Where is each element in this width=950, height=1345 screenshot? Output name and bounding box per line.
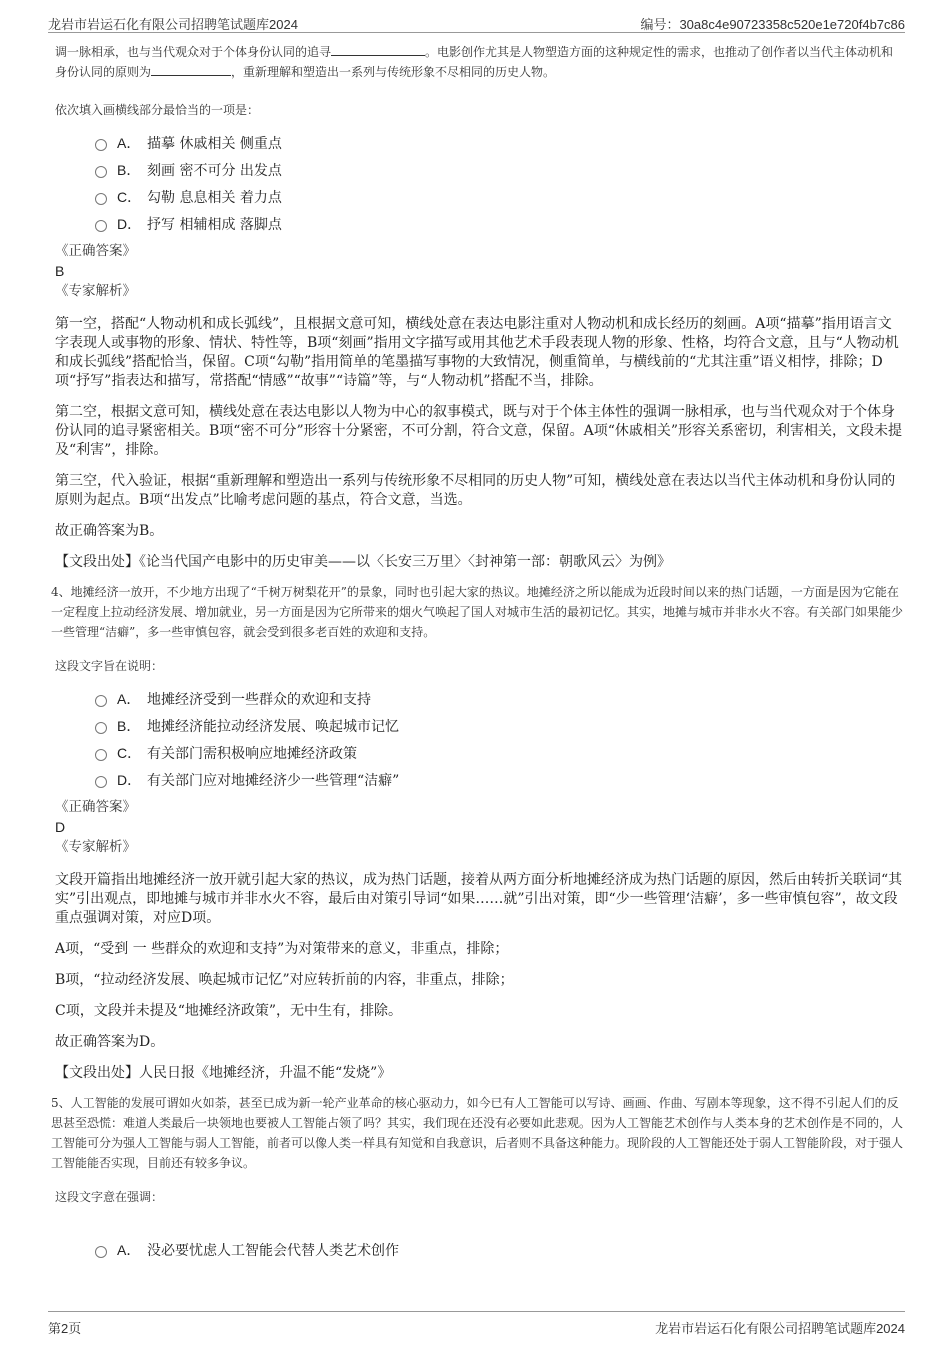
q3-analysis-4: 故正确答案为B。: [55, 523, 164, 539]
q4-prompt: 这段文字旨在说明：: [55, 659, 164, 673]
header-title: 龙岩市岩运石化有限公司招聘笔试题库2024: [48, 17, 298, 32]
q4-option-c[interactable]: C． 有关部门需积极响应地摊经济政策: [95, 740, 905, 767]
q3-option-d[interactable]: D． 抒写 相辅相成 落脚点: [95, 211, 905, 238]
footer-title: 龙岩市岩运石化有限公司招聘笔试题库2024: [655, 1321, 905, 1336]
q4-analysis-1: 文段开篇指出地摊经济一放开就引起大家的热议，成为热门话题，接着从两方面分析地摊经济成为热门话题的原因，然后由转折关联词“其实”引出观点，即地摊与城市并非水火不容，最后由对策引导词“如果……就”引出对策，即“少一些管理‘洁癖’，多一些审慎包容”，故文段重点强调对策，对应D项。: [55, 872, 903, 926]
radio-icon[interactable]: [95, 139, 107, 151]
q3-option-c[interactable]: C． 勾勒 息息相关 着力点: [95, 184, 905, 211]
q3-prompt: 依次填入画横线部分最恰当的一项是：: [55, 103, 260, 117]
source-text: 《论当代国产电影中的历史审美——以〈长安三万里〉〈封神第一部：朝歌风云〉为例》: [139, 554, 671, 570]
q4-options: [95, 686, 905, 794]
q4-analysis-4: C项，文段并未提及“地摊经济政策”，无中生有，排除。: [55, 1003, 403, 1019]
q3-answer: B: [55, 263, 65, 279]
page-footer: [48, 1311, 905, 1336]
q3-analysis-2: 第二空，根据文意可知，横线处意在表达电影以人物为中心的叙事模式，既与对于个体主体性的强调一脉相承，也与当代观众对于个体身份认同的追寻紧密相关。B项“密不可分”形容十分紧密，不可分割，符合文意，保留。A项“休戚相关”形容关系密切，利害相关，文段未提及“利害”，排除。: [55, 404, 903, 458]
q3-answer-label: 《正确答案》: [55, 243, 136, 259]
q3-analysis-label: 《专家解析》: [55, 283, 136, 299]
radio-icon[interactable]: [95, 1246, 107, 1258]
q4-option-b[interactable]: B． 地摊经济能拉动经济发展、唤起城市记忆: [95, 713, 905, 740]
source-label: 【文段出处】: [55, 1065, 139, 1081]
source-label: 【文段出处】: [55, 554, 139, 570]
radio-icon[interactable]: [95, 722, 107, 734]
source-text: 人民日报《地摊经济，升温不能“发烧”》: [139, 1065, 392, 1081]
q4-text: 4、地摊经济一放开，不少地方出现了“千树万树梨花开”的景象，同时也引起大家的热议。地摊经济之所以能成为近段时间以来的热门话题，一方面是因为它能在一定程度上拉动经济发展、增加就业，另一方面是因为它所带来的烟火气唤起了国人对城市生活的最初记忆。其实，地摊与城市并非水火不容。有关部门如果能少一些管理“洁癖”，多一些审慎包容，就会受到很多老百姓的欢迎和支持。: [51, 585, 904, 639]
radio-icon[interactable]: [95, 193, 107, 205]
q4-analysis-2: A项，“受到 一 些群众的欢迎和支持”为对策带来的意义，非重点，排除；: [55, 941, 509, 957]
q5-text: 5、人工智能的发展可谓如火如荼，甚至已成为新一轮产业革命的核心驱动力，如今已有人工智能可以写诗、画画、作曲、写剧本等现象，这不得不引起人们的反思甚至恐慌：难道人类最后一块领地也要被人工智能占领了吗？其实，我们现在还没有必要如此悲观。因为人工智能艺术创作与人类本身的艺术创作是不同的，人工智能可分为强人工智能与弱人工智能，前者可以像人类一样具有知觉和自我意识，后者则不具备这种能力。现阶段的人工智能还处于弱人工智能阶段，对于强人工智能能否实现，目前还有较多争议。: [51, 1096, 904, 1170]
q5-option-a[interactable]: A． 没必要忧虑人工智能会代替人类艺术创作: [95, 1237, 905, 1264]
radio-icon[interactable]: [95, 776, 107, 788]
q3-blank-1: [331, 43, 425, 56]
q4-analysis-5: 故正确答案为D。: [55, 1034, 165, 1050]
page-header: [48, 10, 905, 33]
q3-text: 调一脉相承，也与当代观众对于个体身份认同的追寻 。电影创作尤其是人物塑造方面的这种规定性的需求，也推动了创作者以当代主体动机和身份认同的原则为 ，重新理解和塑造出一系列与传统形象不尽相同的历史人物。: [55, 45, 894, 79]
page-number: 第2页: [48, 1321, 82, 1336]
q3-option-a[interactable]: A． 描摹 休戚相关 侧重点: [95, 130, 905, 157]
q4-answer-label: 《正确答案》: [55, 799, 136, 815]
q5-prompt: 这段文字意在强调：: [55, 1190, 164, 1204]
header-doc-id: 编号：30a8c4e90723358c520e1e720f4b7c86: [640, 17, 905, 32]
q4-analysis-label: 《专家解析》: [55, 839, 136, 855]
radio-icon[interactable]: [95, 695, 107, 707]
page-content: [51, 40, 905, 1264]
q4-option-a[interactable]: A． 地摊经济受到一些群众的欢迎和支持: [95, 686, 905, 713]
q3-option-b[interactable]: B． 刻画 密不可分 出发点: [95, 157, 905, 184]
q5-options: [95, 1237, 905, 1264]
radio-icon[interactable]: [95, 166, 107, 178]
radio-icon[interactable]: [95, 220, 107, 232]
q3-analysis-3: 第三空，代入验证，根据“重新理解和塑造出一系列与传统形象不尽相同的历史人物”可知，横线处意在表达以当代主体动机和身份认同的原则为起点。B项“出发点”比喻考虑问题的基点，符合文意，当选。: [55, 473, 896, 508]
q4-option-d[interactable]: D． 有关部门应对地摊经济少一些管理“洁癖”: [95, 767, 905, 794]
q4-answer: D: [55, 819, 66, 835]
radio-icon[interactable]: [95, 749, 107, 761]
q3-options: [95, 130, 905, 238]
q4-source: [55, 1064, 905, 1083]
q4-analysis-3: B项，“拉动经济发展、唤起城市记忆”对应转折前的内容，非重点，排除；: [55, 972, 514, 988]
q3-analysis-1: 第一空，搭配“人物动机和成长弧线”，且根据文意可知，横线处意在表达电影注重对人物动机和成长经历的刻画。A项“描摹”指用语言文字表现人或事物的形象、情状、特性等，B项“刻画”指用文字描写或用其他艺术手段表现人物的形象、性格，均符合文意，且与“人物动机和成长弧线”搭配恰当，保留。C项“勾勒”指用简单的笔墨描写事物的大致情况，侧重简单，与横线前的“尤其注重”语义相悖，排除；D项“抒写”指表达和描写，常搭配“情感”“故事”“诗篇”等，与“人物动机”搭配不当，排除。: [55, 316, 899, 389]
q3-source: [55, 553, 905, 572]
q3-blank-2: [151, 63, 231, 76]
